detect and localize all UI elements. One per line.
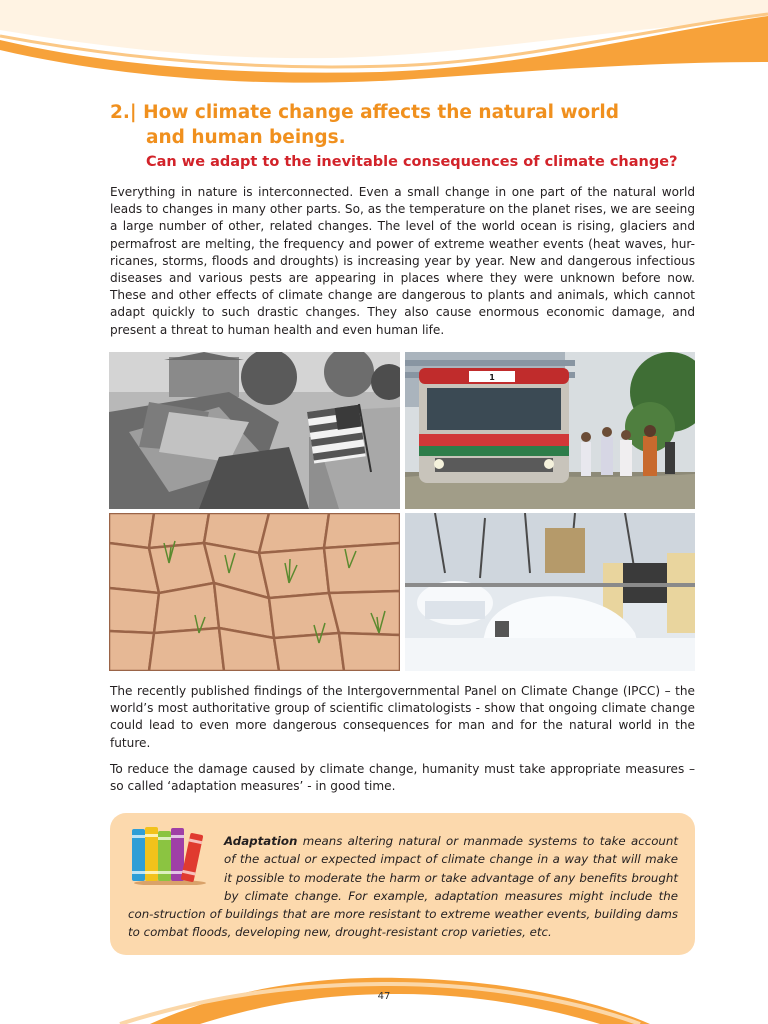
snow-covered-cars-photo: [405, 513, 695, 671]
intro-paragraph: Everything in nature is interconnected. Even a small change in one part of the natural world leads to changes in many other parts. So, as the temperature on the planet rises, we are seeing a large number of other, related changes. The level of the world ocean is rising, glaciers and permafrost are melting, the frequency and power of extreme weather events (heat waves, hur-ricanes, storms, floods and droughts) is increasing year by year. New and dangerous infectious diseases and various pests are appearing in places where they were unknown before now. These and other effects of climate change are dangerous to plants and animals, which cannot adapt quickly to such drastic changes. They also cause enormous economic damage, and present a threat to human health and even human life.: [110, 185, 695, 337]
cracked-drought-soil-photo: [109, 513, 400, 671]
adaptation-definition-body: means altering natural or manmade systems to take account of the actual or expected impact of climate change in a way that will make it possible to moderate the harm or take advantage of any benefits brought by climate change. For example, adaptation measures might include the con-struction of buildings that are more resistant to extreme weather events, building dams to combat floods, developing new, drought-resistant crop varieties, etc.: [128, 834, 678, 940]
section-number: 2.|: [110, 102, 137, 123]
ipcc-paragraph: The recently published findings of the Intergovernmental Panel on Climate Change (IPCC) – the world’s most authoritative group of scientific climatologists - show that ongoing climate change could lead to even more dangerous consequences for man and for the natural world in the future.: [110, 684, 695, 750]
page-number: 47: [377, 991, 391, 1002]
hurricane-ruins-photo: [109, 352, 400, 509]
bus-route-sign: 1: [489, 373, 495, 382]
top-swoosh-decoration: [0, 0, 768, 95]
adaptation-definition-text: [128, 832, 678, 942]
section-title-line1: How climate change affects the natural world: [143, 102, 619, 123]
section-title-line2: and human beings.: [146, 127, 346, 148]
adaptation-definition-callout: [110, 813, 695, 955]
section-heading: [110, 100, 710, 173]
section-subtitle: Can we adapt to the inevitable consequences of climate change?: [146, 154, 678, 170]
adaptation-measures-paragraph: To reduce the damage caused by climate change, humanity must take appropriate measures – so called ‘adaptation measures’ - in good time.: [110, 762, 695, 794]
section-title: [110, 100, 710, 125]
adaptation-term: Adaptation: [224, 834, 298, 848]
flooded-street-bus-photo: [405, 352, 695, 509]
